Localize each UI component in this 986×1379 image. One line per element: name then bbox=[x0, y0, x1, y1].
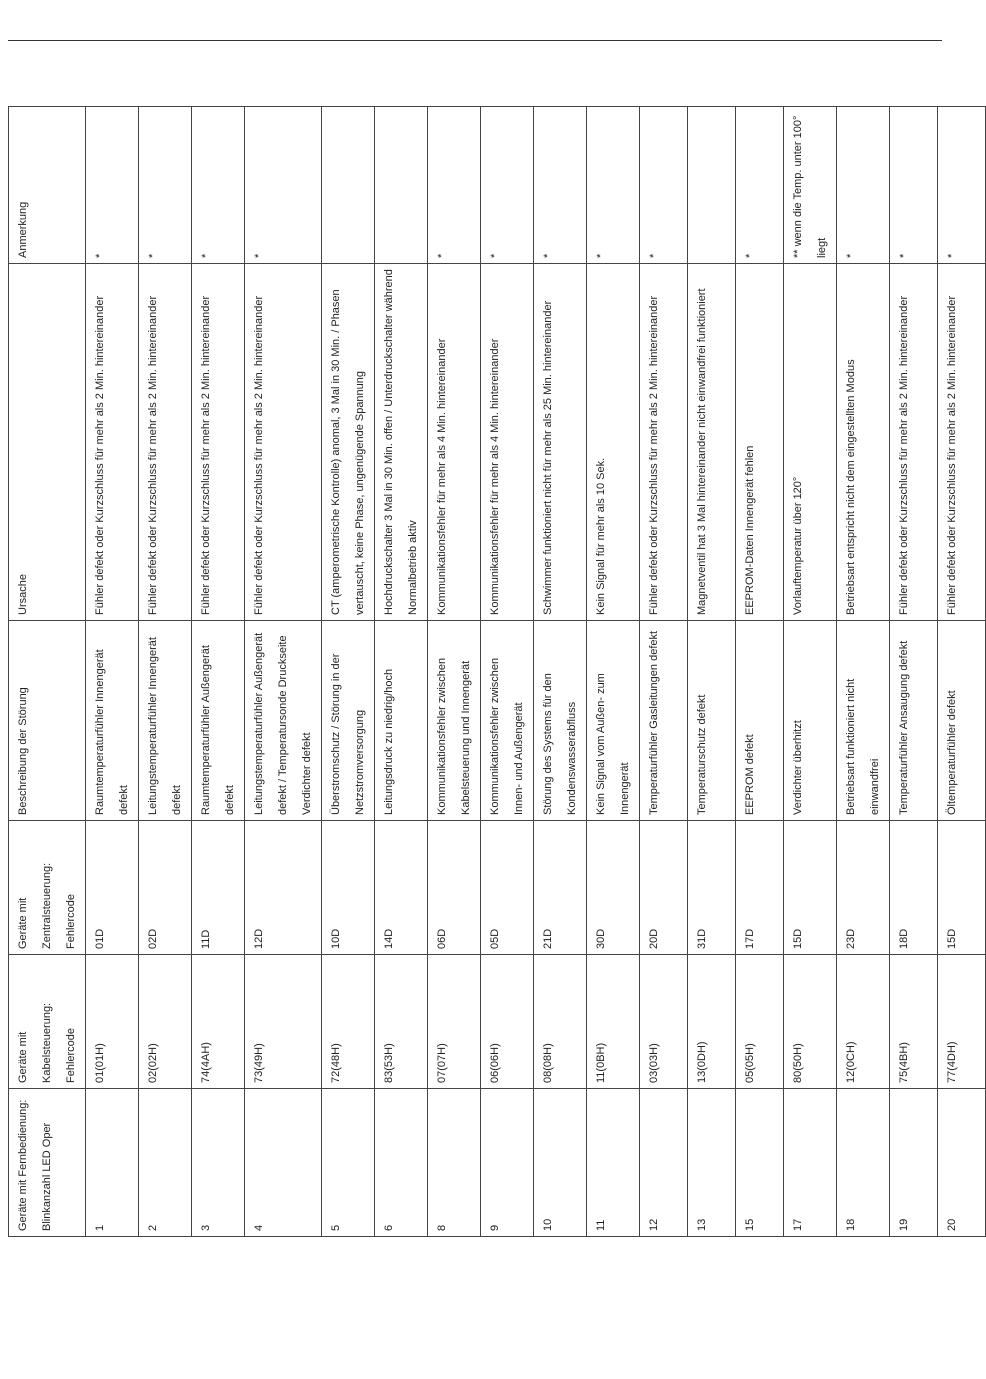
cell-blink-count: 18 bbox=[837, 1089, 890, 1237]
cell-note: * bbox=[736, 107, 784, 264]
table-row bbox=[322, 107, 375, 1237]
cell-blink-count: 11 bbox=[587, 1089, 640, 1237]
cell-central-code: 15D bbox=[938, 821, 986, 955]
cell-blink-count: 10 bbox=[534, 1089, 587, 1237]
cell-central-code: 15D bbox=[784, 821, 837, 955]
cell-central-code: 10D bbox=[322, 821, 375, 955]
cell-description: Störung des Systems für den Kondenswasserabfluss bbox=[534, 621, 587, 821]
cell-central-code: 23D bbox=[837, 821, 890, 955]
cell-note: * bbox=[587, 107, 640, 264]
cell-central-code: 11D bbox=[192, 821, 245, 955]
cell-note: * bbox=[86, 107, 139, 264]
cell-description: Raumtemperaturfühler Außengerät defekt bbox=[192, 621, 245, 821]
cell-blink-count: 17 bbox=[784, 1089, 837, 1237]
cell-cause: Fühler defekt oder Kurzschluss für mehr als 2 Min. hintereinander bbox=[86, 264, 139, 621]
cell-cable-code: 02(02H) bbox=[139, 955, 192, 1089]
cell-central-code: 06D bbox=[428, 821, 481, 955]
cell-note: * bbox=[192, 107, 245, 264]
cell-central-code: 30D bbox=[587, 821, 640, 955]
table-row bbox=[245, 107, 322, 1237]
cell-description: Temperaturfühler Ansaugung defekt bbox=[890, 621, 938, 821]
cell-cable-code: 73(49H) bbox=[245, 955, 322, 1089]
table-row bbox=[192, 107, 245, 1237]
cell-note: * bbox=[245, 107, 322, 264]
cell-cause: Fühler defekt oder Kurzschluss für mehr als 2 Min. hintereinander bbox=[192, 264, 245, 621]
cell-description: EEPROM defekt bbox=[736, 621, 784, 821]
cell-blink-count: 8 bbox=[428, 1089, 481, 1237]
cell-blink-count: 2 bbox=[139, 1089, 192, 1237]
cell-description: Leitungstemperaturfühler Innengerät defekt bbox=[139, 621, 192, 821]
table-row bbox=[688, 107, 736, 1237]
table-row bbox=[375, 107, 428, 1237]
cell-blink-count: 20 bbox=[938, 1089, 986, 1237]
cell-blink-count: 5 bbox=[322, 1089, 375, 1237]
cell-cause: Fühler defekt oder Kurzschluss für mehr als 2 Min. hintereinander bbox=[640, 264, 688, 621]
cell-note: * bbox=[938, 107, 986, 264]
cell-cause: Schwimmer funktioniert nicht für mehr als 25 Min. hintereinander bbox=[534, 264, 587, 621]
cell-cable-code: 74(4AH) bbox=[192, 955, 245, 1089]
cell-cable-code: 83(53H) bbox=[375, 955, 428, 1089]
cell-cable-code: 01(01H) bbox=[86, 955, 139, 1089]
table-row bbox=[736, 107, 784, 1237]
cell-cable-code: 75(4BH) bbox=[890, 955, 938, 1089]
cell-cause: Fühler defekt oder Kurzschluss für mehr als 2 Min. hintereinander bbox=[890, 264, 938, 621]
cell-central-code: 12D bbox=[245, 821, 322, 955]
table-row bbox=[481, 107, 534, 1237]
cell-blink-count: 15 bbox=[736, 1089, 784, 1237]
cell-cause: Betriebsart entspricht nicht dem eingestellten Modus bbox=[837, 264, 890, 621]
header-description: Beschreibung der Störung bbox=[9, 621, 86, 821]
cell-blink-count: 4 bbox=[245, 1089, 322, 1237]
cell-note bbox=[322, 107, 375, 264]
cell-description: Kommunikationsfehler zwischen Innen- und Außengerät bbox=[481, 621, 534, 821]
cell-description: Überstromschutz / Störung in der Netzstromversorgung bbox=[322, 621, 375, 821]
cell-blink-count: 9 bbox=[481, 1089, 534, 1237]
table-row bbox=[784, 107, 837, 1237]
cell-central-code: 31D bbox=[688, 821, 736, 955]
cell-blink-count: 6 bbox=[375, 1089, 428, 1237]
cell-cable-code: 77(4DH) bbox=[938, 955, 986, 1089]
table-row bbox=[534, 107, 587, 1237]
cell-description: Leitungstemperaturfühler Außengerät defekt / Temperatursonde Druckseite Verdichter defekt bbox=[245, 621, 322, 821]
cell-cause: EEPROM-Daten Innengerät fehlen bbox=[736, 264, 784, 621]
table-wrapper bbox=[8, 107, 958, 1237]
header-note: Anmerkung bbox=[9, 107, 86, 264]
cell-cable-code: 08(08H) bbox=[534, 955, 587, 1089]
cell-cable-code: 12(0CH) bbox=[837, 955, 890, 1089]
cell-note: * bbox=[534, 107, 587, 264]
table-row bbox=[640, 107, 688, 1237]
cell-cause: Kommunikationsfehler für mehr als 4 Min. hintereinander bbox=[481, 264, 534, 621]
header-cause: Ursache bbox=[9, 264, 86, 621]
cell-central-code: 14D bbox=[375, 821, 428, 955]
cell-description: Verdichter überhitzt bbox=[784, 621, 837, 821]
top-rule bbox=[8, 40, 942, 41]
cell-cable-code: 13(0DH) bbox=[688, 955, 736, 1089]
cell-central-code: 01D bbox=[86, 821, 139, 955]
cell-cause: Fühler defekt oder Kurzschluss für mehr als 2 Min. hintereinander bbox=[245, 264, 322, 621]
cell-central-code: 18D bbox=[890, 821, 938, 955]
cell-description: Raumtemperaturfühler Innengerät defekt bbox=[86, 621, 139, 821]
cell-cable-code: 05(05H) bbox=[736, 955, 784, 1089]
cell-note bbox=[375, 107, 428, 264]
cell-cable-code: 80(50H) bbox=[784, 955, 837, 1089]
cell-cause: Fühler defekt oder Kurzschluss für mehr als 2 Min. hintereinander bbox=[938, 264, 986, 621]
rotated-table-container bbox=[8, 107, 958, 1237]
cell-central-code: 21D bbox=[534, 821, 587, 955]
cell-blink-count: 1 bbox=[86, 1089, 139, 1237]
cell-cable-code: 72(48H) bbox=[322, 955, 375, 1089]
cell-blink-count: 19 bbox=[890, 1089, 938, 1237]
cell-note: * bbox=[139, 107, 192, 264]
cell-cause: CT (amperometrische Kontrolle) anomal, 3 Mal in 30 Min. / Phasen vertauscht, keine Phase, ungenügende Spannung bbox=[322, 264, 375, 621]
cell-blink-count: 12 bbox=[640, 1089, 688, 1237]
cell-central-code: 05D bbox=[481, 821, 534, 955]
cell-cable-code: 03(03H) bbox=[640, 955, 688, 1089]
cell-cause: Vorlauftemperatur über 120° bbox=[784, 264, 837, 621]
cell-blink-count: 13 bbox=[688, 1089, 736, 1237]
cell-description: Kommunikationsfehler zwischen Kabelsteuerung und Innengerät bbox=[428, 621, 481, 821]
table-row bbox=[587, 107, 640, 1237]
table-header-row bbox=[9, 107, 86, 1237]
cell-blink-count: 3 bbox=[192, 1089, 245, 1237]
header-cable-code: Geräte mit Kabelsteuerung: Fehlercode bbox=[9, 955, 86, 1089]
cell-description: Leitungsdruck zu niedrig/hoch bbox=[375, 621, 428, 821]
cell-note bbox=[688, 107, 736, 264]
error-code-table bbox=[8, 106, 986, 1237]
cell-central-code: 20D bbox=[640, 821, 688, 955]
table-row bbox=[890, 107, 938, 1237]
cell-cable-code: 07(07H) bbox=[428, 955, 481, 1089]
cell-note: * bbox=[890, 107, 938, 264]
cell-cause: Kommunikationsfehler für mehr als 4 Min. hintereinander bbox=[428, 264, 481, 621]
cell-description: Betriebsart funktioniert nicht einwandfrei bbox=[837, 621, 890, 821]
cell-note: * bbox=[640, 107, 688, 264]
cell-cause: Magnetventil hat 3 Mal hintereinander nicht einwandfrei funktioniert bbox=[688, 264, 736, 621]
cell-note: * bbox=[428, 107, 481, 264]
cell-description: Temperaturschutz defekt bbox=[688, 621, 736, 821]
cell-cause: Fühler defekt oder Kurzschluss für mehr als 2 Min. hintereinander bbox=[139, 264, 192, 621]
table-row bbox=[837, 107, 890, 1237]
table-row bbox=[86, 107, 139, 1237]
table-row bbox=[938, 107, 986, 1237]
cell-cable-code: 11(0BH) bbox=[587, 955, 640, 1089]
cell-central-code: 02D bbox=[139, 821, 192, 955]
cell-note: ** wenn die Temp. unter 100° liegt bbox=[784, 107, 837, 264]
cell-description: Kein Signal vom Außen- zum Innengerät bbox=[587, 621, 640, 821]
cell-description: Temperaturfühler Gasleitungen defekt bbox=[640, 621, 688, 821]
cell-cable-code: 06(06H) bbox=[481, 955, 534, 1089]
cell-note: * bbox=[837, 107, 890, 264]
cell-note: * bbox=[481, 107, 534, 264]
cell-central-code: 17D bbox=[736, 821, 784, 955]
header-blink-count: Geräte mit Fernbedienung: Blinkanzahl LED Oper bbox=[9, 1089, 86, 1237]
table-row bbox=[139, 107, 192, 1237]
cell-description: Öltemperaturfühler defekt bbox=[938, 621, 986, 821]
cell-cause: Kein Signal für mehr als 10 Sek. bbox=[587, 264, 640, 621]
cell-cause: Hochdruckschalter 3 Mal in 30 Min. offen / Unterdruckschalter während Normalbetrieb aktiv bbox=[375, 264, 428, 621]
header-central-code: Geräte mit Zentralsteuerung: Fehlercode bbox=[9, 821, 86, 955]
table-row bbox=[428, 107, 481, 1237]
